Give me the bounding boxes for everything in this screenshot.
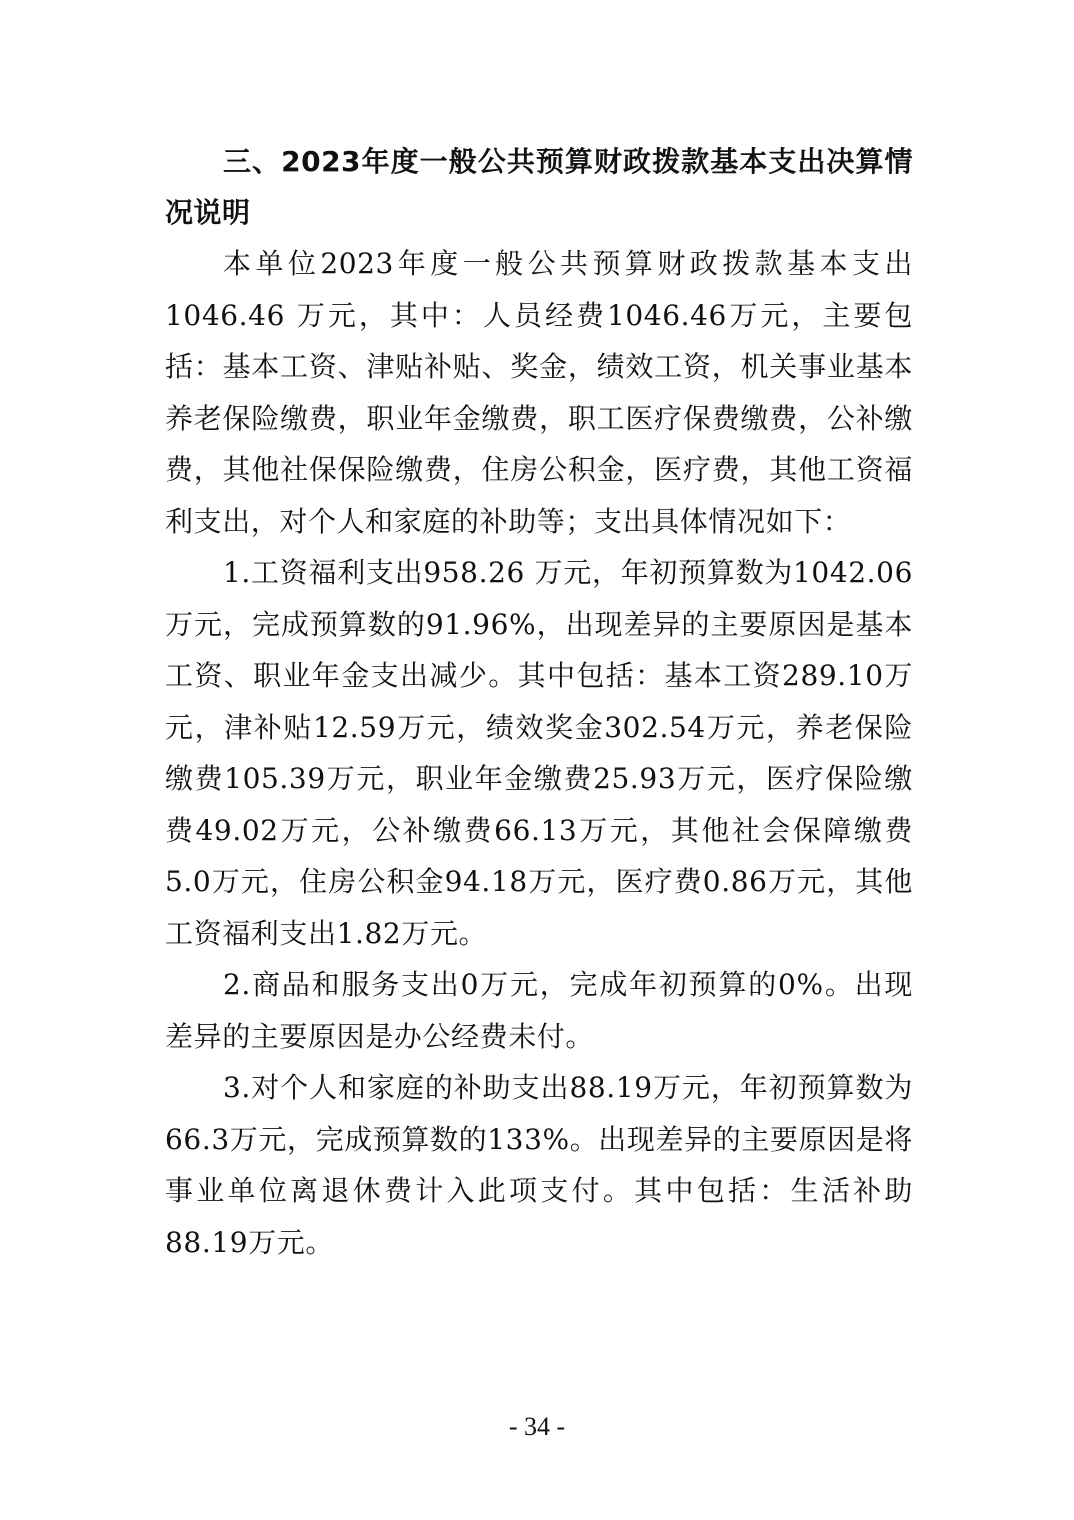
item-paragraph-1: 1.工资福利支出958.26 万元，年初预算数为1042.06万元，完成预算数的91.96%，出现差异的主要原因是基本工资、职业年金支出减少。其中包括：基本工资289.10万元，津补贴12.59万元，绩效奖金302.54万元，养老保险缴费105.39万元，职业年金缴费25.93万元，医疗保险缴费49.02万元，公补缴费66.13万元，其他社会保障缴费5.0万元，住房公积金94.18万元，医疗费0.86万元，其他工资福利支出1.82万元。 <box>165 556 913 950</box>
section-heading: 三、2023年度一般公共预算财政拨款基本支出决算情况说明 <box>165 145 913 229</box>
intro-paragraph: 本单位2023年度一般公共预算财政拨款基本支出1046.46 万元，其中：人员经费1046.46万元，主要包括：基本工资、津贴补贴、奖金，绩效工资，机关事业基本养老保险缴费，职业年金缴费，职工医疗保费缴费，公补缴费，其他社保保险缴费，住房公积金，医疗费，其他工资福利支出，对个人和家庭的补助等；支出具体情况如下： <box>165 247 913 538</box>
item-paragraph-3: 3.对个人和家庭的补助支出88.19万元，年初预算数为66.3万元，完成预算数的133%。出现差异的主要原因是将事业单位离退休费计入此项支付。其中包括：生活补助88.19万元。 <box>165 1071 913 1259</box>
item-paragraph-2: 2.商品和服务支出0万元，完成年初预算的0%。出现差异的主要原因是办公经费未付。 <box>165 968 913 1053</box>
page-content <box>165 136 913 1268</box>
page-number: - 34 - <box>508 1412 566 1441</box>
